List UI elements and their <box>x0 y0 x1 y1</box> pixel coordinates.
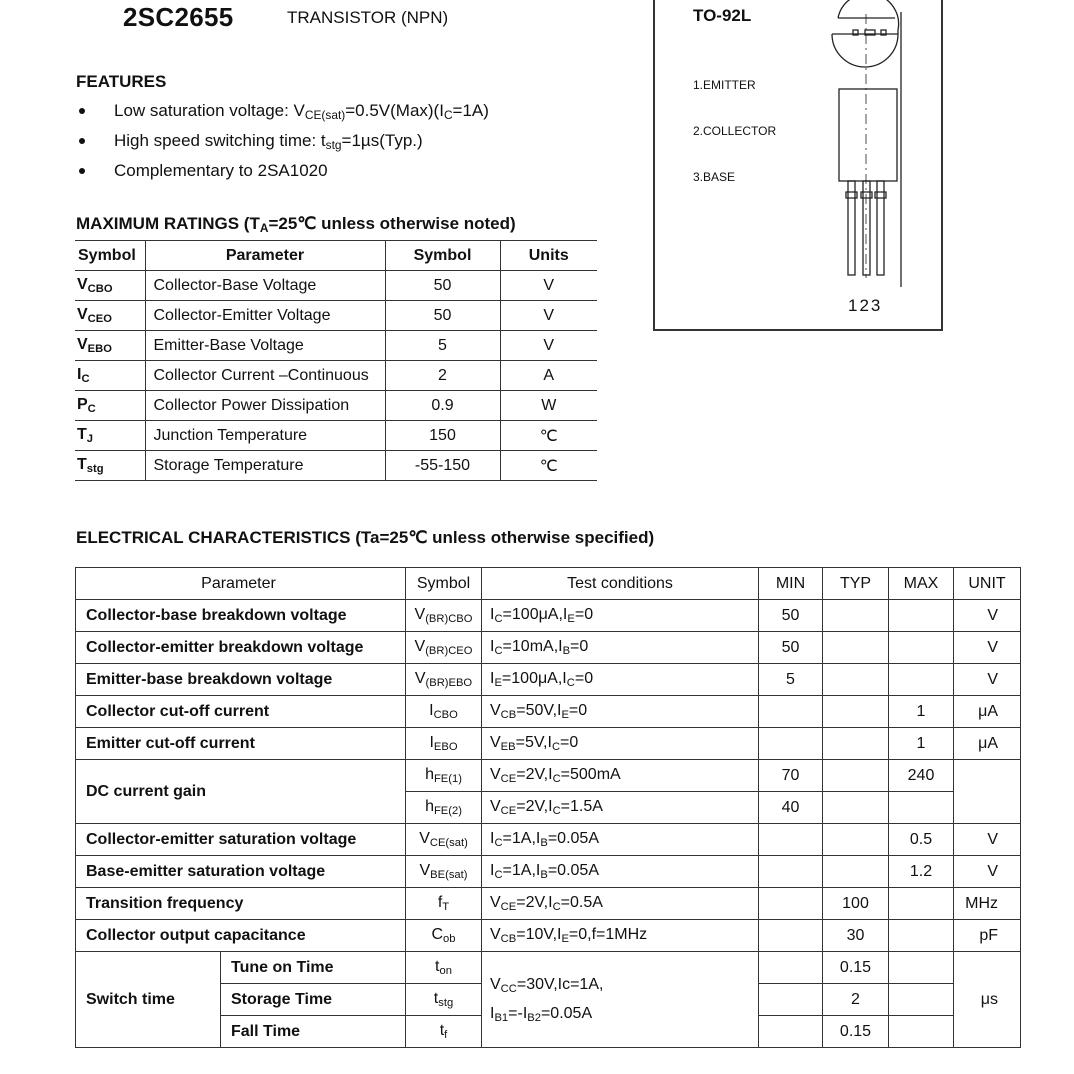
text-segment: V <box>490 975 501 993</box>
text-segment: h <box>425 798 434 816</box>
condition-cell <box>482 824 759 856</box>
subscript: BE(sat) <box>430 868 468 881</box>
text-segment: T <box>77 426 87 444</box>
symbol-cell <box>406 792 482 824</box>
column-header: Test conditions <box>482 568 759 600</box>
min-cell <box>759 696 823 728</box>
table-row <box>76 856 1021 888</box>
symbol-cell <box>75 331 145 361</box>
unit-cell: μA <box>954 696 1021 728</box>
max-cell <box>889 888 954 920</box>
text-segment: I <box>77 366 82 384</box>
text-segment: =1.5A <box>560 798 603 816</box>
subscript: C <box>494 612 503 625</box>
text-segment: V <box>77 336 88 354</box>
pin-numbers: 123 <box>848 296 883 315</box>
subscript: C <box>551 740 561 753</box>
typ-cell <box>823 696 889 728</box>
condition-line <box>490 1005 754 1024</box>
column-header: Symbol <box>385 241 500 271</box>
subscript: C <box>552 900 561 913</box>
subscript: FE(1) <box>433 772 462 785</box>
text-segment: t <box>439 1022 445 1040</box>
subscript: CBO <box>87 282 113 295</box>
text-segment: V <box>490 926 501 944</box>
max-cell <box>889 920 954 952</box>
condition-cell <box>482 920 759 952</box>
part-number: 2SC2655 <box>123 2 234 32</box>
electrical-characteristics-table <box>75 567 1021 1048</box>
text-segment: =0.5V(Max)(I <box>345 101 444 120</box>
column-header: Symbol <box>75 241 145 271</box>
text-segment: =-I <box>508 1004 528 1022</box>
feature-item <box>76 158 489 188</box>
value-cell: 0.9 <box>385 391 500 421</box>
subscript: stg <box>86 462 104 475</box>
typ-cell <box>823 728 889 760</box>
max-cell <box>889 1016 954 1048</box>
condition-cell <box>482 696 759 728</box>
subscript: on <box>439 964 452 977</box>
min-cell: 5 <box>759 664 823 696</box>
symbol-cell <box>406 664 482 696</box>
min-cell <box>759 856 823 888</box>
table-row <box>76 824 1021 856</box>
text-segment: I <box>429 702 434 720</box>
text-segment: =30V,Ic=1A, <box>516 975 604 993</box>
text-segment: T <box>77 456 87 474</box>
typ-cell: 2 <box>823 984 889 1016</box>
sub-parameter-cell: Storage Time <box>221 984 406 1016</box>
unit-cell: V <box>500 301 597 331</box>
sub-parameter-cell: Fall Time <box>221 1016 406 1048</box>
max-cell: 1 <box>889 728 954 760</box>
text-segment: Complementary to 2SA1020 <box>114 161 328 180</box>
symbol-cell <box>75 271 145 301</box>
typ-cell <box>823 792 889 824</box>
text-segment: I <box>490 638 495 656</box>
subscript: ob <box>443 932 456 945</box>
condition-cell <box>482 632 759 664</box>
table-row <box>76 728 1021 760</box>
table-row <box>76 952 1021 984</box>
text-segment: V <box>490 734 501 752</box>
subscript: A <box>259 220 269 235</box>
symbol-cell <box>406 760 482 792</box>
unit-cell: MHz <box>954 888 1021 920</box>
feature-item <box>76 128 489 158</box>
subscript: E <box>567 612 575 625</box>
parameter-cell: Collector-emitter saturation voltage <box>76 824 406 856</box>
table-row <box>75 301 597 331</box>
subscript: CE <box>500 772 517 785</box>
parameter-cell: Emitter cut-off current <box>76 728 406 760</box>
min-cell: 70 <box>759 760 823 792</box>
typ-cell <box>823 632 889 664</box>
symbol-cell <box>406 600 482 632</box>
column-header: MAX <box>889 568 954 600</box>
symbol-cell <box>75 391 145 421</box>
text-segment: =0.5A <box>560 894 603 912</box>
unit-cell: ℃ <box>500 421 597 451</box>
column-header: TYP <box>823 568 889 600</box>
subscript: E <box>561 708 569 721</box>
symbol-cell <box>75 301 145 331</box>
subscript: C <box>87 402 96 415</box>
text-segment: =2V,I <box>516 798 553 816</box>
text-segment: =0.05A <box>540 1004 593 1022</box>
condition-cell <box>482 760 759 792</box>
text-segment: =10V,I <box>516 926 562 944</box>
text-segment: =1A) <box>452 101 489 120</box>
table-row <box>75 421 597 451</box>
table-row <box>76 696 1021 728</box>
text-segment: =0 <box>574 606 594 624</box>
parameter-cell: Collector cut-off current <box>76 696 406 728</box>
text-segment: I <box>429 734 434 752</box>
subscript: T <box>442 900 450 913</box>
max-cell <box>889 632 954 664</box>
subscript: stg <box>325 137 342 152</box>
text-segment: =0.05A <box>547 830 599 848</box>
subscript: B <box>540 836 548 849</box>
table-row <box>76 568 1021 600</box>
subscript: stg <box>438 996 454 1009</box>
text-segment: =10mA,I <box>502 638 563 656</box>
text-segment: V <box>77 306 88 324</box>
typ-cell: 100 <box>823 888 889 920</box>
text-segment: =1µs(Typ.) <box>341 131 423 150</box>
text-segment: t <box>435 958 440 976</box>
condition-cell <box>482 952 759 1048</box>
column-header: Units <box>500 241 597 271</box>
max-cell <box>889 984 954 1016</box>
typ-cell <box>823 600 889 632</box>
text-segment: V <box>414 606 426 624</box>
value-cell: 50 <box>385 271 500 301</box>
text-segment: I <box>490 606 495 624</box>
subscript: EB <box>500 740 516 753</box>
text-segment: =25℃ unless otherwise noted) <box>268 214 516 233</box>
max-ratings-heading <box>76 214 516 235</box>
text-segment: =100μA,I <box>501 670 567 688</box>
text-segment: =0 <box>560 734 579 752</box>
parameter-cell: Emitter-Base Voltage <box>145 331 385 361</box>
min-cell <box>759 952 823 984</box>
symbol-cell <box>75 421 145 451</box>
text-segment: V <box>77 276 88 294</box>
text-segment: =1A,I <box>502 862 541 880</box>
min-cell <box>759 888 823 920</box>
min-cell: 50 <box>759 600 823 632</box>
max-cell: 1.2 <box>889 856 954 888</box>
parameter-cell: Collector-Emitter Voltage <box>145 301 385 331</box>
min-cell <box>759 824 823 856</box>
subscript: B1 <box>494 1011 509 1024</box>
subscript: CE <box>500 804 517 817</box>
table-header-row <box>75 241 597 271</box>
table-row <box>76 920 1021 952</box>
text-segment: MAXIMUM RATINGS (T <box>76 214 260 233</box>
symbol-cell <box>406 1016 482 1048</box>
min-cell <box>759 1016 823 1048</box>
sub-parameter-cell: Tune on Time <box>221 952 406 984</box>
symbol-cell <box>406 632 482 664</box>
parameter-cell: Collector output capacitance <box>76 920 406 952</box>
subscript: CC <box>500 982 517 995</box>
subscript: C <box>443 107 453 122</box>
subscript: (BR)CEO <box>425 644 473 657</box>
features-list <box>76 98 489 188</box>
text-segment: V <box>490 798 501 816</box>
unit-cell: pF <box>954 920 1021 952</box>
pin-label: 1.EMITTER <box>693 78 756 92</box>
unit-cell <box>954 760 1021 824</box>
column-header: UNIT <box>954 568 1021 600</box>
text-segment: t <box>433 990 439 1008</box>
condition-cell <box>482 664 759 696</box>
parameter-cell: Collector-emitter breakdown voltage <box>76 632 406 664</box>
subscript: CB <box>500 708 517 721</box>
condition-cell <box>482 856 759 888</box>
max-cell: 240 <box>889 760 954 792</box>
unit-cell: V <box>954 856 1021 888</box>
text-segment: P <box>77 396 88 414</box>
table-row <box>76 632 1021 664</box>
text-segment: I <box>490 1004 495 1022</box>
subscript: C <box>494 868 503 881</box>
feature-item <box>76 98 489 128</box>
subscript: C <box>494 836 503 849</box>
parameter-cell: Collector-Base Voltage <box>145 271 385 301</box>
symbol-cell <box>406 984 482 1016</box>
text-segment: f <box>437 894 443 912</box>
package-name: TO-92L <box>693 6 752 25</box>
unit-cell: A <box>500 361 597 391</box>
unit-cell: μs <box>954 952 1021 1048</box>
parameter-cell: Base-emitter saturation voltage <box>76 856 406 888</box>
condition-line <box>490 976 754 995</box>
unit-cell: ℃ <box>500 451 597 481</box>
typ-cell: 0.15 <box>823 1016 889 1048</box>
subscript: B2 <box>527 1011 541 1024</box>
parameter-cell: Emitter-base breakdown voltage <box>76 664 406 696</box>
text-segment: I <box>490 670 495 688</box>
subscript: CEO <box>87 312 112 325</box>
condition-cell <box>482 600 759 632</box>
text-segment: =5V,I <box>515 734 552 752</box>
text-segment: =100μA,I <box>502 606 568 624</box>
typ-cell <box>823 760 889 792</box>
max-cell <box>889 792 954 824</box>
symbol-cell <box>75 361 145 391</box>
min-cell: 50 <box>759 632 823 664</box>
subscript: B <box>540 868 548 881</box>
subscript: E <box>494 676 502 689</box>
parameter-cell: Collector Current –Continuous <box>145 361 385 391</box>
min-cell <box>759 920 823 952</box>
value-cell: 5 <box>385 331 500 361</box>
typ-cell: 0.15 <box>823 952 889 984</box>
value-cell: -55-150 <box>385 451 500 481</box>
unit-cell: V <box>500 331 597 361</box>
text-segment: h <box>425 766 434 784</box>
typ-cell <box>823 664 889 696</box>
text-segment: V <box>490 894 501 912</box>
subscript: CE(sat) <box>429 836 468 849</box>
text-segment: =2V,I <box>516 894 553 912</box>
unit-cell: V <box>954 632 1021 664</box>
value-cell: 50 <box>385 301 500 331</box>
parameter-cell: DC current gain <box>76 760 406 824</box>
parameter-cell: Collector Power Dissipation <box>145 391 385 421</box>
text-segment: =0,f=1MHz <box>568 926 648 944</box>
unit-cell: W <box>500 391 597 421</box>
table-row <box>76 600 1021 632</box>
table-row <box>75 391 597 421</box>
unit-cell: μA <box>954 728 1021 760</box>
text-segment: =0 <box>568 702 588 720</box>
max-cell: 0.5 <box>889 824 954 856</box>
min-cell <box>759 984 823 1016</box>
table-row <box>76 664 1021 696</box>
value-cell: 2 <box>385 361 500 391</box>
column-header: Symbol <box>406 568 482 600</box>
typ-cell <box>823 824 889 856</box>
subscript: C <box>494 644 503 657</box>
pin-label: 2.COLLECTOR <box>693 124 777 138</box>
column-header: Parameter <box>76 568 406 600</box>
subscript: FE(2) <box>433 804 462 817</box>
max-cell <box>889 664 954 696</box>
subscript: E <box>561 932 569 945</box>
table-row <box>75 331 597 361</box>
parameter-cell: Storage Temperature <box>145 451 385 481</box>
table-row <box>75 271 597 301</box>
text-segment: =50V,I <box>516 702 562 720</box>
table-row <box>75 451 597 481</box>
min-cell <box>759 728 823 760</box>
subscript: J <box>86 432 94 445</box>
subscript: C <box>552 804 561 817</box>
symbol-cell <box>406 856 482 888</box>
max-cell <box>889 952 954 984</box>
value-cell: 150 <box>385 421 500 451</box>
parameter-cell: Junction Temperature <box>145 421 385 451</box>
text-segment: V <box>414 638 426 656</box>
unit-cell: V <box>954 600 1021 632</box>
subscript: (BR)CBO <box>425 612 473 625</box>
parameter-cell: Switch time <box>76 952 221 1048</box>
subscript: (BR)EBO <box>425 676 473 689</box>
text-segment: V <box>419 830 430 848</box>
unit-cell: V <box>954 824 1021 856</box>
unit-cell: V <box>500 271 597 301</box>
column-header: MIN <box>759 568 823 600</box>
symbol-cell <box>406 920 482 952</box>
text-segment: I <box>490 862 495 880</box>
subscript: CE <box>500 900 517 913</box>
text-segment: C <box>431 926 444 944</box>
text-segment: =1A,I <box>502 830 541 848</box>
subscript: C <box>552 772 561 785</box>
table-row <box>76 760 1021 792</box>
max-ratings-table <box>75 240 597 481</box>
text-segment: Low saturation voltage: V <box>114 101 305 120</box>
text-segment: I <box>490 830 495 848</box>
subscript: C <box>566 676 575 689</box>
transistor-outline-drawing <box>655 0 941 329</box>
electrical-heading: ELECTRICAL CHARACTERISTICS (Ta=25℃ unless otherwise specified) <box>76 528 655 547</box>
text-segment: V <box>490 702 501 720</box>
text-segment: =0 <box>574 670 594 688</box>
text-segment: =0 <box>570 638 589 656</box>
table-row <box>76 888 1021 920</box>
pin-label: 3.BASE <box>693 170 736 184</box>
package-diagram <box>653 0 943 331</box>
symbol-cell <box>406 952 482 984</box>
text-segment: =0.05A <box>547 862 599 880</box>
text-segment: V <box>414 670 426 688</box>
condition-cell <box>482 888 759 920</box>
subscript: EBO <box>87 342 112 355</box>
condition-cell <box>482 792 759 824</box>
subscript: CE(sat) <box>304 107 346 122</box>
typ-cell: 30 <box>823 920 889 952</box>
text-segment: =2V,I <box>516 766 553 784</box>
text-segment: High speed switching time: t <box>114 131 326 150</box>
parameter-cell: Collector-base breakdown voltage <box>76 600 406 632</box>
condition-cell <box>482 728 759 760</box>
symbol-cell <box>75 451 145 481</box>
subscript: EBO <box>433 740 458 753</box>
symbol-cell <box>406 728 482 760</box>
text-segment: V <box>490 766 501 784</box>
max-cell <box>889 600 954 632</box>
text-segment: V <box>419 862 431 880</box>
typ-cell <box>823 856 889 888</box>
features-heading: FEATURES <box>76 72 167 91</box>
subscript: CBO <box>433 708 458 721</box>
unit-cell: V <box>954 664 1021 696</box>
subscript: B <box>562 644 571 657</box>
min-cell: 40 <box>759 792 823 824</box>
symbol-cell <box>406 696 482 728</box>
subscript: CB <box>500 932 517 945</box>
max-cell: 1 <box>889 696 954 728</box>
subscript: C <box>81 372 90 385</box>
parameter-cell: Transition frequency <box>76 888 406 920</box>
column-header: Parameter <box>145 241 385 271</box>
subscript: f <box>444 1028 448 1041</box>
symbol-cell <box>406 888 482 920</box>
table-row <box>75 361 597 391</box>
part-type: TRANSISTOR (NPN) <box>287 8 449 27</box>
text-segment: =500mA <box>560 766 621 784</box>
symbol-cell <box>406 824 482 856</box>
